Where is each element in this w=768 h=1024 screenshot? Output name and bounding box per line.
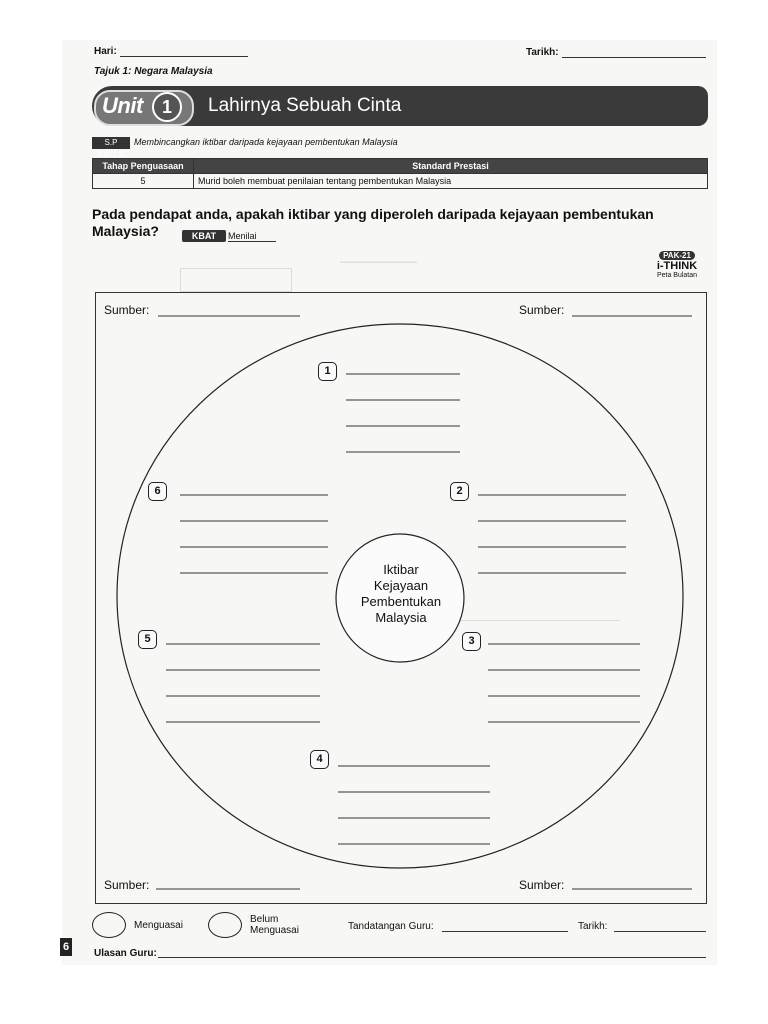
tandatangan-field[interactable] (442, 931, 568, 932)
marker-4: 4 (310, 750, 329, 769)
hari-label: Hari: (94, 46, 117, 57)
pak21-badge: PAK-21 (659, 251, 695, 260)
center-line-2: Kejayaan (373, 578, 429, 593)
sumber-label-top-right: Sumber: (519, 303, 565, 317)
kbat-badge: KBAT (182, 230, 226, 242)
show-through-text: ——————— (340, 256, 417, 268)
ulasan-label: Ulasan Guru: (94, 948, 157, 959)
belum-menguasai-label (250, 914, 299, 936)
footer-tarikh-label: Tarikh: (578, 921, 608, 932)
footer-tarikh-field[interactable] (614, 931, 706, 932)
ulasan-field[interactable] (158, 957, 706, 958)
center-line-4: Malaysia (375, 610, 427, 625)
sp-code-badge: S.P KI0.1.6 (92, 137, 130, 149)
question-text: Pada pendapat anda, apakah iktibar yang diperoleh daripada kejayaan pembentukan Malaysia? (92, 206, 654, 239)
unit-number: 1 (152, 92, 182, 122)
kbat-subtitle: Menilai (228, 231, 276, 242)
marker-3: 3 (462, 632, 481, 651)
table-header-tahap: Tahap Penguasaan (93, 159, 194, 174)
unit-title: Lahirnya Sebuah Cinta (208, 95, 402, 116)
menguasai-checkbox[interactable] (92, 912, 126, 938)
center-line-1: Iktibar (383, 562, 419, 577)
ithink-subtitle: Peta Bulatan (656, 272, 698, 279)
ithink-brand: i-THINK (656, 260, 698, 272)
belum-label-line-1: Belum (250, 914, 279, 925)
sumber-label-bottom-left: Sumber: (104, 878, 150, 892)
marker-2: 2 (450, 482, 469, 501)
table-header-standard: Standard Prestasi (194, 159, 708, 174)
belum-menguasai-checkbox[interactable] (208, 912, 242, 938)
tandatangan-label: Tandatangan Guru: (348, 921, 434, 932)
tajuk-label: Tajuk 1: Negara Malaysia (94, 66, 213, 77)
table-cell-level: 5 (93, 174, 194, 189)
sp-text: Membincangkan iktibar daripada kejayaan pembentukan Malaysia (134, 137, 398, 147)
menguasai-label: Menguasai (134, 920, 183, 931)
table-cell-description: Murid boleh membuat penilaian tentang pembentukan Malaysia (194, 174, 708, 189)
tarikh-label: Tarikh: (526, 47, 559, 58)
sumber-label-top-left: Sumber: (104, 303, 150, 317)
unit-word: Unit (102, 93, 143, 118)
marker-6: 6 (148, 482, 167, 501)
page-number: 6 (60, 938, 72, 956)
marker-1: 1 (318, 362, 337, 381)
marker-5: 5 (138, 630, 157, 649)
center-line-3: Pembentukan (360, 594, 442, 609)
belum-label-line-2: Menguasai (250, 925, 299, 936)
sumber-label-bottom-right: Sumber: (519, 878, 565, 892)
center-topic (336, 562, 466, 626)
